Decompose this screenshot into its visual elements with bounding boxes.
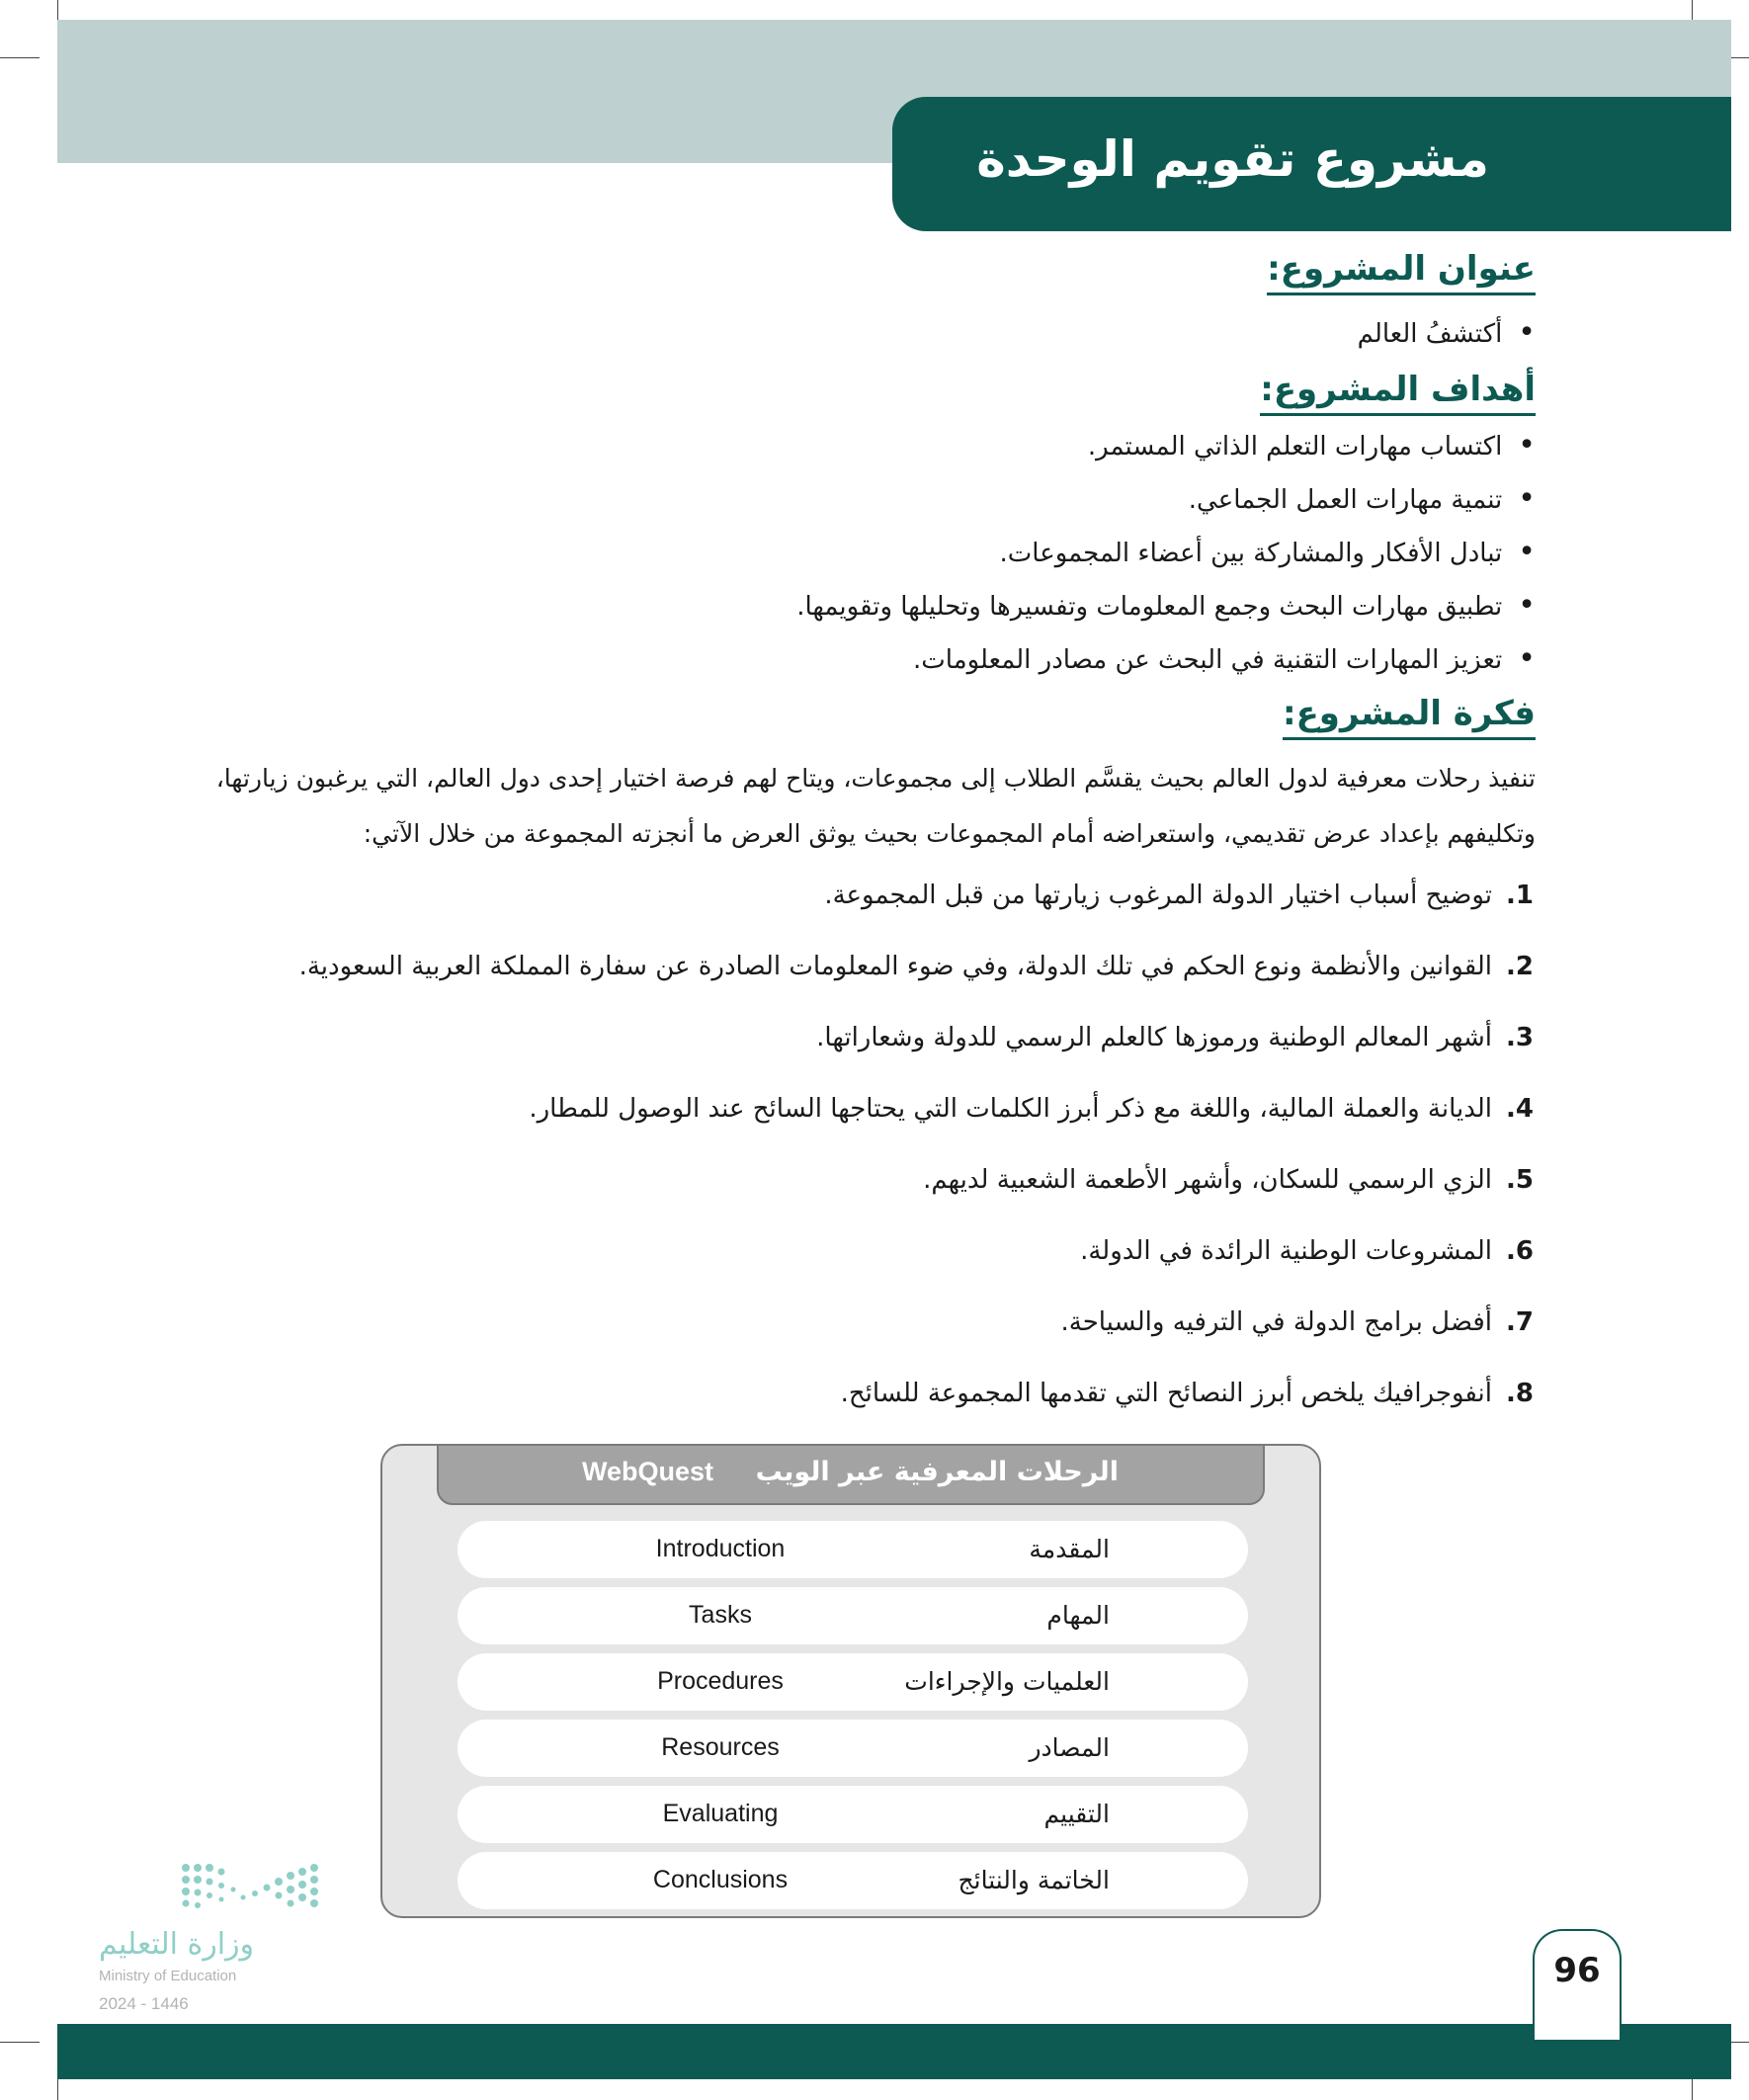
list-item xyxy=(299,937,1534,1008)
webquest-row-ar: المهام xyxy=(1046,1601,1110,1630)
ministry-logo-icon xyxy=(97,1858,354,1927)
list-item: • تبادل الأفكار والمشاركة بين أعضاء المجموعات. xyxy=(796,526,1536,579)
webquest-row xyxy=(458,1653,1248,1711)
step-text: أفضل برامج الدولة في الترفيه والسياحة. xyxy=(1060,1307,1493,1337)
step-number: 2. xyxy=(1506,952,1534,981)
list-item xyxy=(299,1221,1534,1293)
webquest-row-ar: الخاتمة والنتائج xyxy=(958,1866,1110,1894)
list-item: • تعزيز المهارات التقنية في البحث عن مصادر المعلومات. xyxy=(796,632,1536,686)
step-text: الديانة والعملة المالية، واللغة مع ذكر أبرز الكلمات التي يحتاجها السائح عند الوصول للمطار. xyxy=(529,1094,1493,1124)
webquest-row xyxy=(458,1521,1248,1578)
webquest-box xyxy=(380,1444,1321,1918)
step-number: 8. xyxy=(1506,1379,1534,1408)
step-number: 6. xyxy=(1506,1236,1534,1266)
step-text: المشروعات الوطنية الرائدة في الدولة. xyxy=(1080,1236,1493,1266)
page-number: 96 xyxy=(1553,1951,1601,1990)
list-item: • تنمية مهارات العمل الجماعي. xyxy=(796,472,1536,526)
webquest-title-en: WebQuest xyxy=(582,1457,714,1486)
project-title-list xyxy=(1358,306,1536,360)
step-number: 3. xyxy=(1506,1023,1534,1052)
page-title: مشروع تقويم الوحدة xyxy=(976,130,1489,188)
project-steps-list xyxy=(299,866,1534,1435)
step-text: أشهر المعالم الوطنية ورموزها كالعلم الرسمي للدولة وشعاراتها. xyxy=(816,1023,1493,1052)
ministry-year: 2024 - 1446 xyxy=(99,1994,189,2013)
webquest-row xyxy=(458,1786,1248,1843)
webquest-row-ar: العلميات والإجراءات xyxy=(904,1667,1110,1696)
step-number: 4. xyxy=(1506,1094,1534,1124)
webquest-row-en: Procedures xyxy=(657,1667,784,1695)
project-title-heading: عنوان المشروع: xyxy=(1267,249,1536,295)
webquest-row-en: Resources xyxy=(661,1733,780,1761)
list-item: • تطبيق مهارات البحث وجمع المعلومات وتفسيرها وتحليلها وتقويمها. xyxy=(796,579,1536,632)
step-text: الزي الرسمي للسكان، وأشهر الأطعمة الشعبية لديهم. xyxy=(923,1165,1493,1195)
title-banner xyxy=(892,97,1731,231)
list-item xyxy=(299,1150,1534,1221)
ministry-name-en: Ministry of Education xyxy=(99,1968,237,1984)
project-goals-list xyxy=(796,419,1536,686)
list-item xyxy=(299,866,1534,937)
list-item: • أكتشفُ العالم xyxy=(1358,306,1536,360)
list-item xyxy=(299,1079,1534,1150)
webquest-row-ar: المقدمة xyxy=(1029,1535,1110,1563)
webquest-row xyxy=(458,1587,1248,1644)
webquest-row-en: Introduction xyxy=(655,1535,786,1562)
crop-mark xyxy=(0,2042,40,2043)
webquest-row xyxy=(458,1852,1248,1909)
webquest-row-en: Tasks xyxy=(689,1601,752,1629)
project-idea-heading: فكرة المشروع: xyxy=(1283,694,1536,740)
webquest-row-en: Conclusions xyxy=(652,1866,789,1893)
webquest-row-en: Evaluating xyxy=(662,1800,779,1827)
step-number: 1. xyxy=(1506,881,1534,910)
project-goals-heading: أهداف المشروع: xyxy=(1260,370,1536,416)
webquest-header xyxy=(437,1444,1265,1505)
step-text: أنفوجرافيك يلخص أبرز النصائح التي تقدمها المجموعة للسائح. xyxy=(840,1379,1493,1408)
ministry-name-ar: وزارة التعليم xyxy=(99,1927,255,1962)
list-item xyxy=(299,1293,1534,1364)
webquest-row-ar: التقييم xyxy=(1043,1800,1110,1828)
webquest-row-ar: المصادر xyxy=(1029,1733,1110,1762)
list-item xyxy=(299,1364,1534,1435)
webquest-title-ar: الرحلات المعرفية عبر الويب xyxy=(755,1457,1119,1487)
step-number: 5. xyxy=(1506,1165,1534,1195)
webquest-row xyxy=(458,1720,1248,1777)
step-number: 7. xyxy=(1506,1307,1534,1337)
list-item: • اكتساب مهارات التعلم الذاتي المستمر. xyxy=(796,419,1536,472)
project-idea-paragraph: تنفيذ رحلات معرفية لدول العالم بحيث يقسَّم الطلاب إلى مجموعات، ويتاح لهم فرصة اختيار إحدى دول العالم، التي يرغبون زيارتها، وتكليفهم بإعداد عرض تقديمي، واستعراضه أمام المجموعات بحيث يوثق العرض ما أنجزته المجموعة من خلال الآتي: xyxy=(215,764,1536,848)
footer-band xyxy=(57,2024,1731,2079)
list-item xyxy=(299,1008,1534,1079)
step-text: القوانين والأنظمة ونوع الحكم في تلك الدولة، وفي ضوء المعلومات الصادرة عن سفارة المملكة العربية السعودية. xyxy=(298,952,1493,981)
step-text: توضيح أسباب اختيار الدولة المرغوب زيارتها من قبل المجموعة. xyxy=(824,881,1493,910)
crop-mark xyxy=(0,57,40,58)
